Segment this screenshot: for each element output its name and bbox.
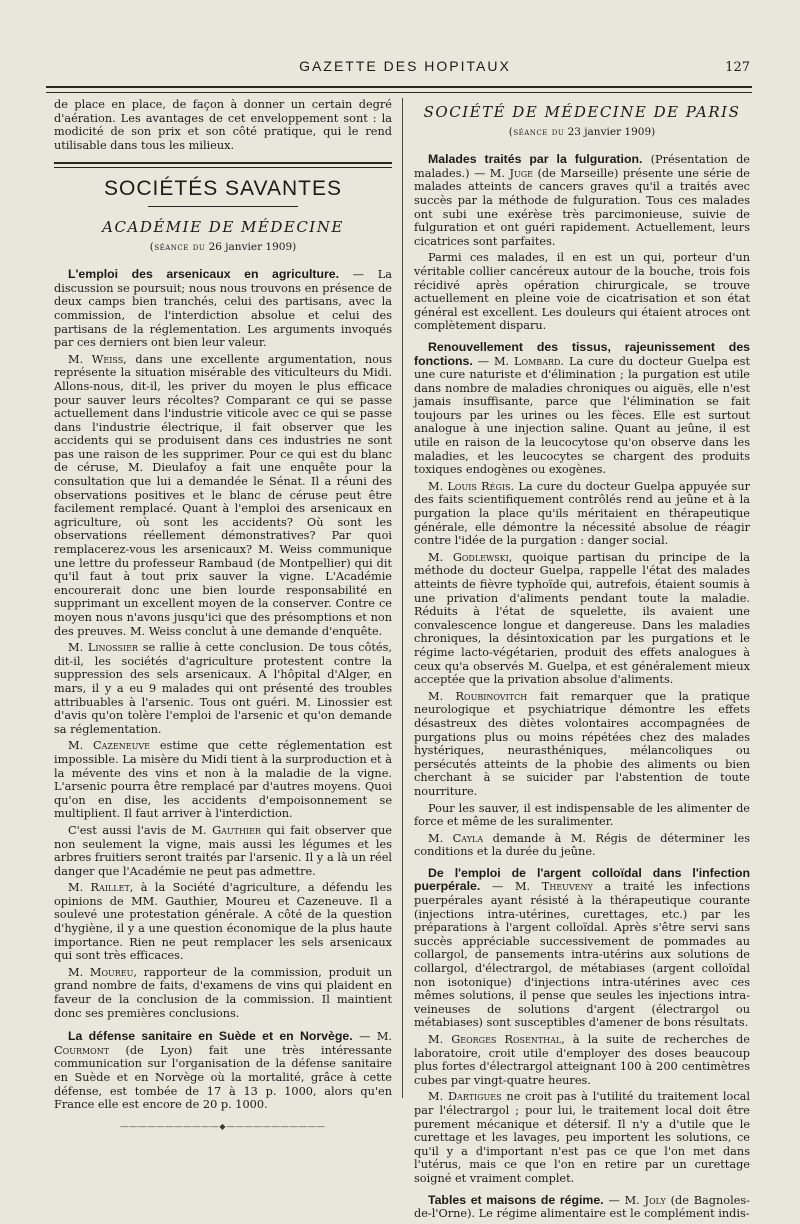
section-short-rule xyxy=(148,206,298,207)
speaker-name: M. Linossier xyxy=(68,641,138,655)
right-column xyxy=(414,98,750,1224)
speaker-name: M. Weiss, xyxy=(68,352,127,366)
article-lead-arsenicaux: L'emploi des arsenicaux en agriculture. xyxy=(68,267,340,282)
article-tables-regime xyxy=(414,1194,750,1221)
speaker-name: M. Moureu, xyxy=(68,965,137,979)
speaker-name: M. Gauthier xyxy=(191,823,261,837)
paragraph-text: (de Bagnoles-de-l'Orne). Le régime alimentaire est le complément indis- xyxy=(414,1193,750,1221)
article-lead-renouvellement: Renouvellement des tissus, rajeunissement des fonctions. xyxy=(414,339,750,368)
article-renouvellement-p5: Pour les sauver, il est indispensable de les alimenter de force et même de les suralimenter. xyxy=(414,801,750,829)
article-renouvellement-p3 xyxy=(414,551,750,687)
paragraph-text: (de Marseille) présente une série de malades atteints de cancers graves qu'il a traités avec succès par la méthode de fulguration. Tous ces malades ont subi une exérèse très parcimonieuse, suivie de fulguration et ont guéri rapidement. Actuellement, leurs cicatrices sont parfaites. xyxy=(414,166,750,248)
article-renouvellement-p2 xyxy=(414,480,750,548)
session-label: (séance du xyxy=(149,240,206,253)
paragraph-text: ne croit pas à l'utilité du traitement local par l'électrargol ; pour lui, le traitement local doit être purement mécanique et détersif. Il n'y a d'utile que le curettage et les lavages, peu importent les solutions, ce qu'il y a d'important n'est pas ce que l'on met dans l'utérus, mais ce que l'on en retire par un curettage soigné et vraiment complet. xyxy=(414,1090,751,1185)
page-number: 127 xyxy=(725,60,750,75)
paragraph-text: C'est aussi l'avis de xyxy=(68,823,186,837)
section-rule xyxy=(54,162,392,168)
article-renouvellement-p6 xyxy=(414,832,750,859)
session-date: 26 janvier 1909) xyxy=(208,240,297,253)
article-arsenicaux-p6 xyxy=(54,881,392,963)
article-argent-colloidal-p1 xyxy=(414,867,750,1030)
speaker-name: M. Godlewski, xyxy=(428,550,513,564)
article-arsenicaux-p1 xyxy=(54,268,392,350)
paragraph-text: a traité les infections puerpérales ayant résisté à la thérapeutique courante (injections intra-utérines, curettages, etc.) par les préparations à l'argent colloïdal. Après s'être servi sans succès appréciable successivement de pommades au collargol, de pansements intra-utérins aux solutions de collargol, d'électrargol, de métabiases (argent colloïdal non isotonique) d'injections intra-utérines avec ces mêmes solutions, il pense que seules les injections intra-veineuses de solutions d'argent (électrargol ou métabiases) sont susceptibles d'amener de bons résultats. xyxy=(414,880,750,1030)
speaker-name: M. Cayla xyxy=(428,831,484,845)
paragraph-text: à la Société d'agriculture, a défendu les opinions de MM. Gauthier, Moureu et Cazeneuve. Il a soulevé une protestation générale. A côté de la question d'hygiène, il y a une question économique de la plus haute importance. Rien ne peut remplacer les sels arsenicaux qui sont très efficaces. xyxy=(54,881,392,963)
paragraph-text: (de Lyon) fait une très intéressante communication sur l'organisation de la défense sanitaire en Suède et en Norvège où la mortalité, grâce à cette défense, est tombée de 17 à 13 p. 1000, alors qu'en France elle est encore de 20 p. 1000. xyxy=(54,1043,392,1112)
left-column xyxy=(54,98,392,1133)
journal-title: GAZETTE DES HOPITAUX xyxy=(299,58,511,74)
speaker-name: M. Raillet, xyxy=(68,881,134,895)
end-ornament: ―――――――――――◆――――――――――― xyxy=(120,1121,326,1131)
article-fulguration-p1 xyxy=(414,153,750,248)
paragraph-text: estime que cette réglementation est impossible. La misère du Midi tient à la surproduction et à la mévente des vins et non à la maladie de la vigne. L'arsenic pourra être remplacé par d'autres moyens. Quoi qu'on en dise, les accidents d'empoisonnement se multiplient. Il faut arriver à l'interdiction. xyxy=(54,739,393,821)
session-date-academie xyxy=(54,241,392,255)
article-argent-colloidal-p2 xyxy=(414,1033,750,1087)
article-arsenicaux-p3 xyxy=(54,641,392,736)
speaker-name: M. Juge xyxy=(489,166,533,180)
paragraph-text: La cure du docteur Guelpa appuyée sur des faits scientifiquement contrôlés rend au jeûne et à la purgation la place qu'ils méritaient en thérapeutique générale, elle démontre la nécessité absolue de réagir contre l'idée de la purgation : danger social. xyxy=(414,479,750,548)
header-rule xyxy=(46,86,752,93)
column-divider xyxy=(402,98,403,1098)
paragraph-text: se rallie à cette conclusion. De tous côtés, dit-il, les sociétés d'agriculture protestent contre la suppression des sels arsenicaux. A l'hôpital d'Alger, en mars, il y a eu 9 malades qui ont présenté des troubles attribuables à l'arsenic. Tous ont guéri. M. Linossier est d'avis qu'on tolère l'emploi de l'arsenic et qu'on demande sa réglementation. xyxy=(54,641,392,736)
session-label: (séance du xyxy=(508,125,565,138)
society-title-medecine-paris: SOCIÉTÉ DE MÉDECINE DE PARIS xyxy=(423,103,741,121)
speaker-name: — M. Joly xyxy=(608,1193,666,1207)
article-lead-fulguration: Malades traités par la fulguration. xyxy=(428,152,643,167)
paragraph-text: — La discussion se poursuit; nous nous trouvons en présence de deux camps bien tranchés, celui des partisans, avec la commission, de l'interdiction absolue et celui des partisans de la réglementation. Les arguments invoqués par ces derniers ont bien leur valeur. xyxy=(54,268,393,350)
section-title: SOCIÉTÉS SAVANTES xyxy=(104,177,342,201)
paragraph-text: fait remarquer que la pratique neurologique et psychiatrique démontre les effets désastreux des diètes volontaires accompagnées de purgations plus ou moins répétées chez des malades hystériques, neurasthéniques, mélancoliques ou persécutés atteints de la phobie des aliments ou bien cherchant à se suicider par l'abstention de toute nourriture. xyxy=(414,689,750,798)
article-arsenicaux-p7 xyxy=(54,966,392,1020)
speaker-name: M. Louis Régis. xyxy=(428,479,515,493)
speaker-name: — M. Courmont xyxy=(54,1030,392,1057)
article-arsenicaux-p2 xyxy=(54,353,392,638)
running-head xyxy=(60,58,750,82)
society-title-academie: ACADÉMIE DE MÉDECINE xyxy=(102,217,344,236)
article-lead-tables-regime: Tables et maisons de régime. xyxy=(428,1192,604,1207)
article-arsenicaux-p4 xyxy=(54,739,392,821)
article-argent-colloidal-p3 xyxy=(414,1090,750,1185)
speaker-name: — M. Theuveny xyxy=(491,880,593,894)
paragraph-text: (Présentation de malades.) — xyxy=(414,153,750,180)
speaker-name: M. Roubinovitch xyxy=(428,689,528,703)
article-renouvellement-p1 xyxy=(414,341,750,477)
article-lead-argent-colloidal: De l'emploi de l'argent colloïdal dans l'infection puerpérale. xyxy=(414,865,750,894)
paragraph-text: dans une excellente argumentation, nous représente la situation misérable des viticulteurs du Midi. Allons-nous, dit-il, les priver du moyen le plus efficace pour sauver leurs récoltes? Comparant ce qui se passe actuellement dans l'industrie viticole avec ce qui se passe dans l'industrie électrique, il fait observer que les accidents qui se produisent dans ces industries ne sont pas une raison de les supprimer. Pour ce qui est du blanc de céruse, M. Dieulafoy a fait une enquête pour la consultation que lui a demandée le Sénat. Il a réuni des observations positives et le blanc de céruse peut être facilement remplacé. Quant à l'emploi des arsenicaux en agriculture, où sont les accidents? Où sont les observations réellement démonstratives? Par quoi remplacerez-vous les arsenicaux? M. Weiss communique une lettre du professeur Rambaud (de Montpellier) qui dit qu'il faut à tout prix sauver la vigne. L'Académie encourerait donc une bien lourde responsabilité en supprimant un excellent moyen de la conserver. Contre ce moyen nous n'avons jusqu'ici que des présomptions et non des preuves. M. Weiss conclut à une demande d'enquête. xyxy=(54,352,393,638)
intro-paragraph: de place en place, de façon à donner un certain degré d'aération. Les avantages de cet enveloppement sont : la modicité de son prix et son côté pratique, qui le rend utilisable dans tous les milieux. xyxy=(54,98,392,152)
paragraph-text: La cure du docteur Guelpa est une cure naturiste et d'élimination ; la purgation est utile dans nombre de maladies chroniques ou aiguës, elle n'est jamais insuffisante, parce que l'élimination se fait toujours par les urines ou les fèces. Elle est surtout analogue à une injection saline. Quant au jeûne, il est utile en raison de la leucocytose qu'on observe dans les maladies, et les leucocytes se chargent des produits toxiques endogènes ou exogènes. xyxy=(414,354,750,477)
paragraph-text: demande à M. Régis de déterminer les conditions et la durée du jeûne. xyxy=(414,831,750,859)
paragraph-text: quoique partisan du principe de la méthode du docteur Guelpa, rappelle l'état des malades atteints de fièvre typhoïde qui, autrefois, étaient soumis à une privation d'aliments pendant toute la maladie. Réduits à l'état de squelette, ils avaient une convalescence longue et dangereuse. Dans les maladies chroniques, la désintoxication par les purgations et le régime lacto-végétarien, produit des effets analogues à ceux qu'a observés M. Guelpa, et est généralement mieux acceptée que la privation absolue d'aliments. xyxy=(414,550,750,687)
article-lead-defense: La défense sanitaire en Suède et en Norvège. xyxy=(68,1029,353,1044)
paragraph-text: qui fait observer que non seulement la vigne, mais aussi les légumes et les arbres fruitiers seront traités par l'arsenic. Il y a là un réel danger que l'Académie ne peut pas admettre. xyxy=(54,823,392,878)
speaker-name: M. Dartigues xyxy=(428,1090,502,1104)
paragraph-text: à la suite de recherches de laboratoire, croit utile d'employer des doses beaucoup plus fortes d'électrargol atteignant 100 à 200 centimètres cubes par vingt-quatre heures. xyxy=(414,1033,750,1087)
article-renouvellement-p4 xyxy=(414,690,750,799)
speaker-name: M. Cazeneuve xyxy=(68,739,151,753)
speaker-name: — M. Lombard. xyxy=(477,354,564,368)
session-date: 23 janvier 1909) xyxy=(567,125,656,138)
speaker-name: M. Georges Rosenthal, xyxy=(428,1033,565,1046)
session-date-medecine-paris xyxy=(414,126,750,140)
article-defense-sanitaire xyxy=(54,1030,392,1112)
article-arsenicaux-p5 xyxy=(54,824,392,878)
paragraph-text: rapporteur de la commission, produit un grand nombre de faits, d'examens de vins qui plaident en faveur de la conclusion de la commission. Il maintient donc ses premières conclusions. xyxy=(54,965,392,1020)
article-fulguration-p2: Parmi ces malades, il en est un qui, porteur d'un véritable collier cancéreux autour de la bouche, trois fois récidivé après opération chirurgicale, se trouve actuellement en pleine voie de cicatrisation et son état général est excellent. Les douleurs qui étaient atroces ont complètement disparu. xyxy=(414,251,750,333)
